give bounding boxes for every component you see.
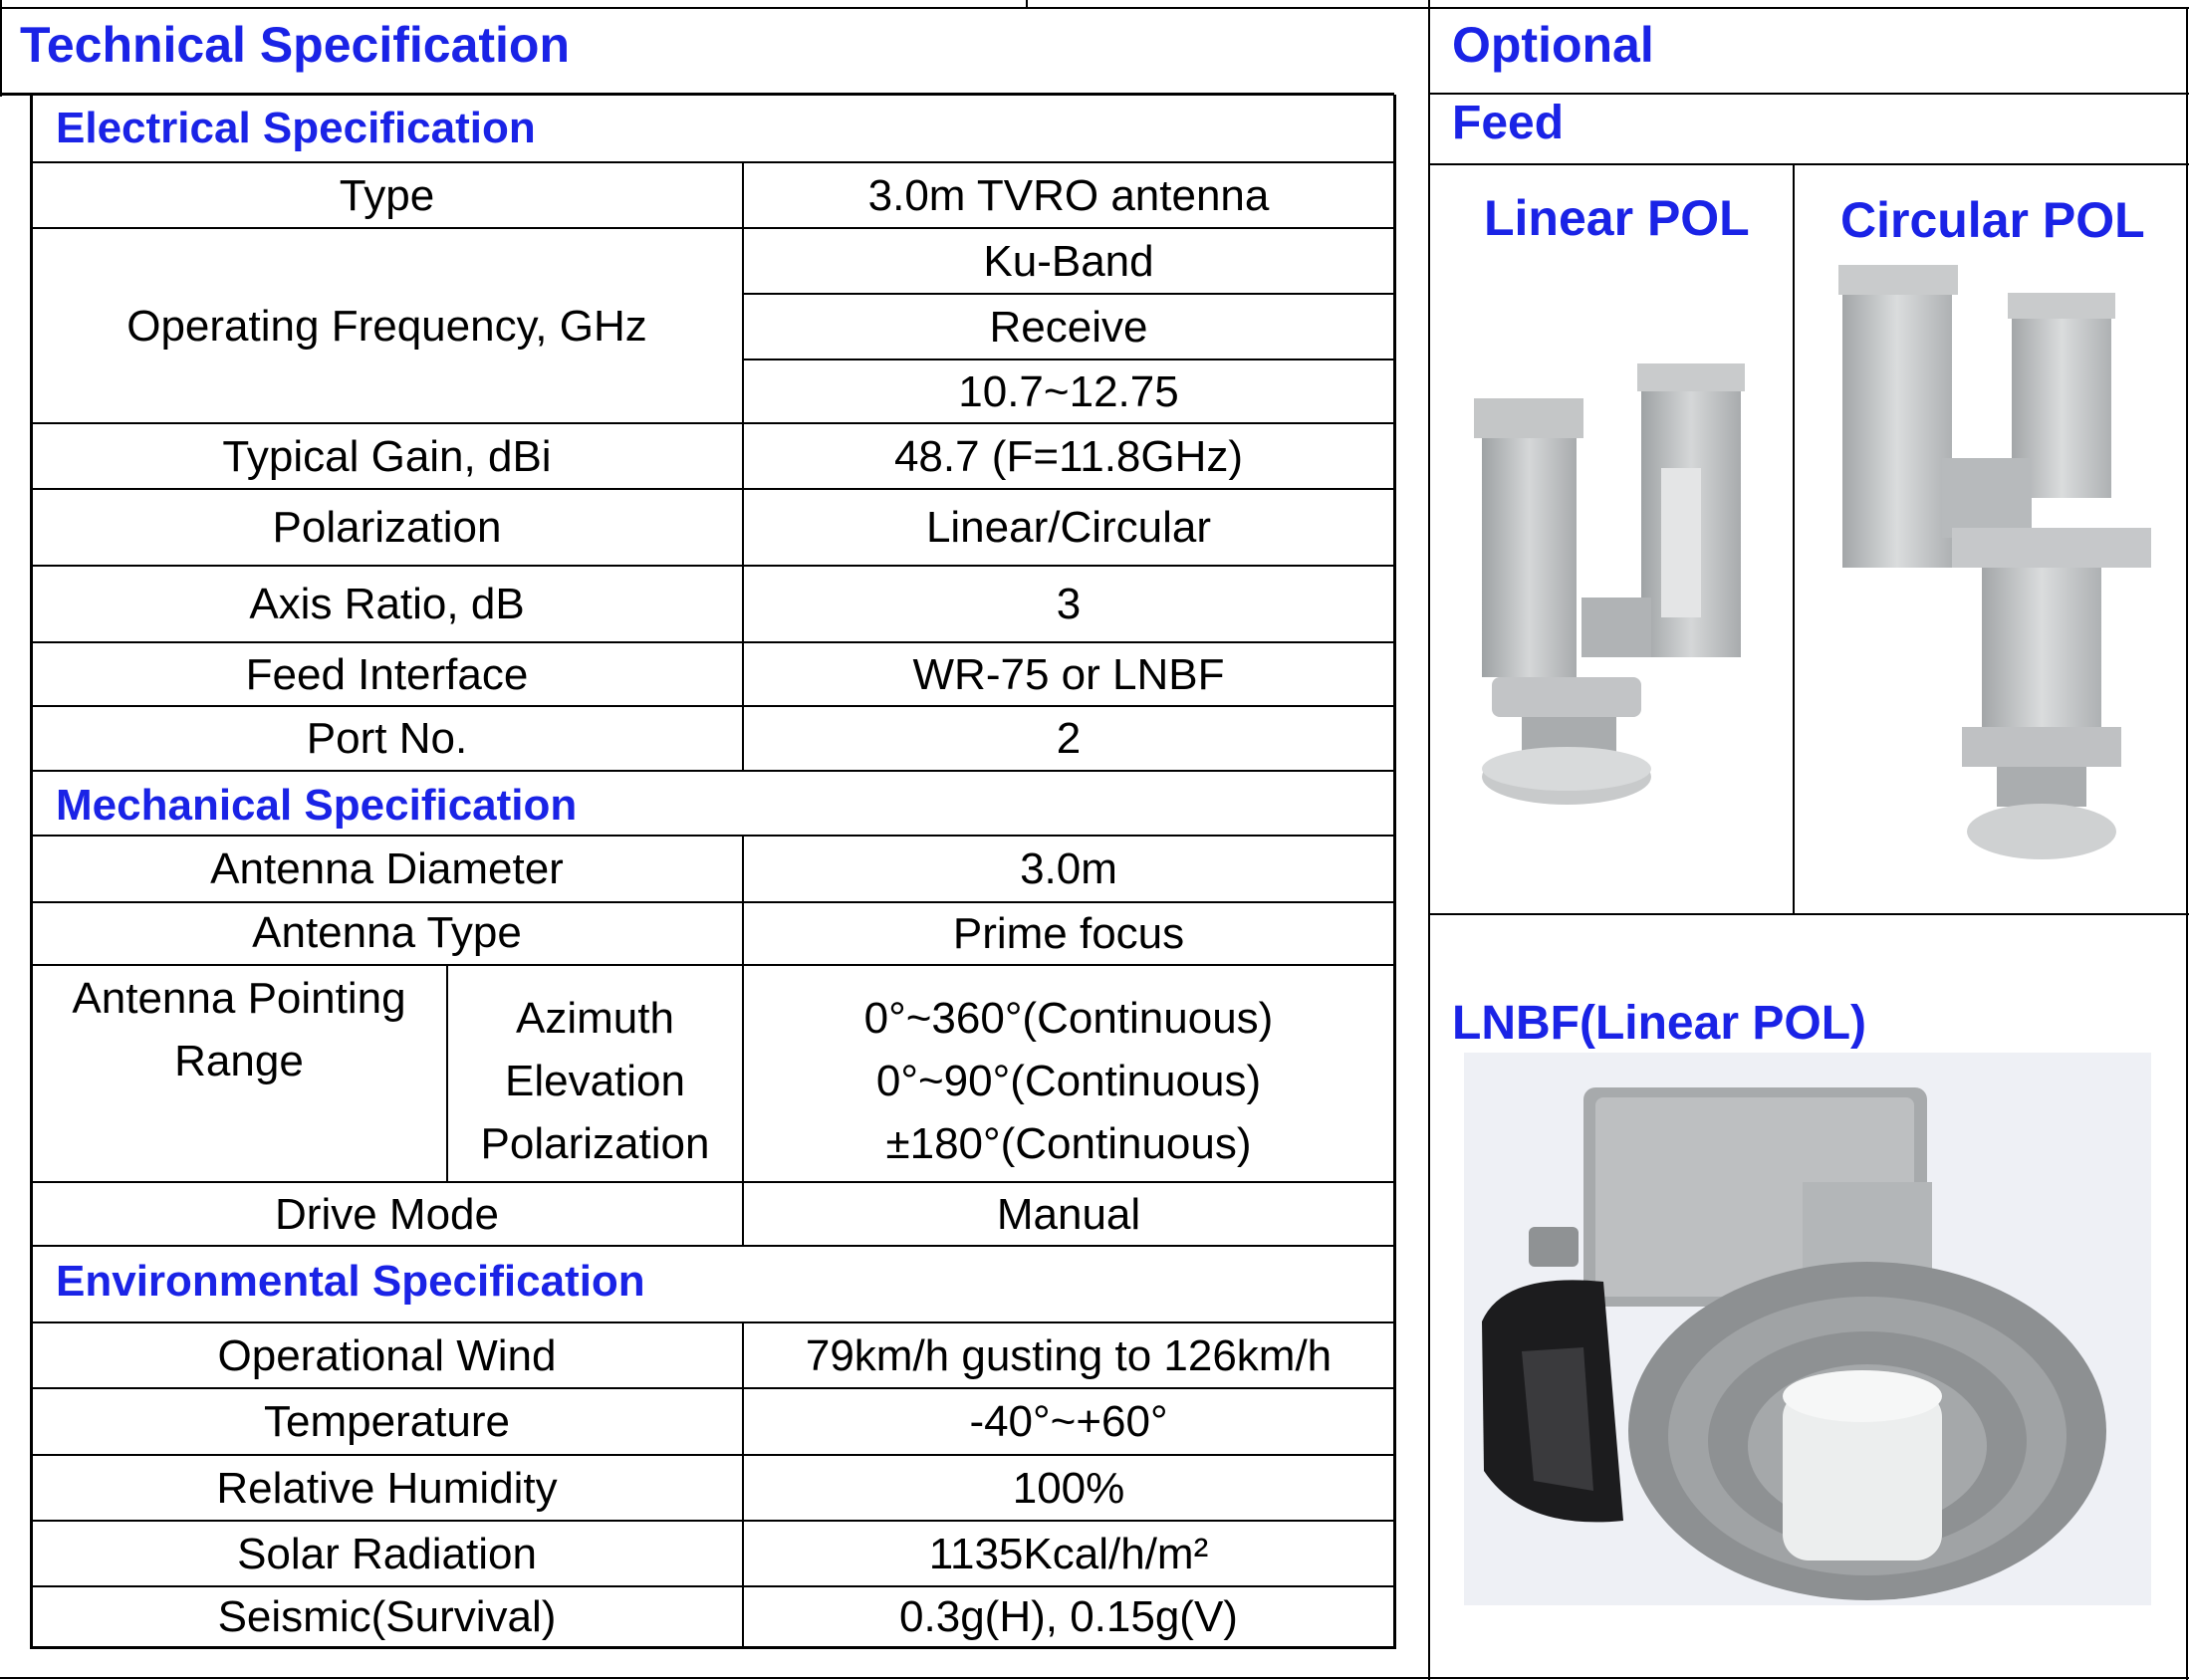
frequency-label: Operating Frequency, GHz xyxy=(126,301,647,351)
pointing-axes xyxy=(448,986,742,1175)
seismic-label: Seismic(Survival) xyxy=(217,1592,557,1641)
feed-interface-value: WR-75 or LNBF xyxy=(912,649,1225,699)
section-mechanical: Mechanical Specification xyxy=(56,781,578,830)
solar-value: 1135Kcal/h/m² xyxy=(928,1529,1209,1578)
range-polarization: ±180°(Continuous) xyxy=(885,1118,1252,1168)
temperature-label: Temperature xyxy=(263,1397,510,1446)
diameter-label: Antenna Diameter xyxy=(210,844,564,893)
axis-ratio-value: 3 xyxy=(1056,580,1082,628)
drive-mode-label: Drive Mode xyxy=(275,1189,499,1239)
type-value: 3.0m TVRO antenna xyxy=(867,170,1270,220)
feed-title: Feed xyxy=(1452,97,1565,149)
linear-pol-title: Linear POL xyxy=(1484,190,1750,246)
lnbf-feed-image xyxy=(1464,1053,2151,1605)
feed-interface-label: Feed Interface xyxy=(245,649,529,699)
axis-polarization: Polarization xyxy=(480,1118,710,1168)
wind-value: 79km/h gusting to 126km/h xyxy=(805,1330,1333,1380)
solar-label: Solar Radiation xyxy=(237,1529,537,1578)
optional-title: Optional xyxy=(1452,17,1654,73)
pointing-range-label xyxy=(32,966,446,1093)
antenna-type-label: Antenna Type xyxy=(252,908,522,957)
frequency-range: 10.7~12.75 xyxy=(958,366,1179,416)
drive-mode-value: Manual xyxy=(996,1189,1141,1239)
axis-elevation: Elevation xyxy=(504,1056,685,1105)
polarization-label: Polarization xyxy=(272,503,502,552)
port-value: 2 xyxy=(1056,714,1082,763)
axis-azimuth: Azimuth xyxy=(516,993,674,1043)
frequency-band: Ku-Band xyxy=(983,236,1154,286)
antenna-type-value: Prime focus xyxy=(952,909,1185,958)
polarization-value: Linear/Circular xyxy=(925,503,1212,552)
type-label: Type xyxy=(339,170,435,220)
pointing-range-line-1: Antenna Pointing xyxy=(72,974,406,1023)
section-environmental: Environmental Specification xyxy=(56,1257,645,1306)
port-label: Port No. xyxy=(306,714,468,763)
temperature-value: -40°~+60° xyxy=(969,1397,1168,1446)
page-title: Technical Specification xyxy=(20,17,571,73)
circular-pol-feed-image xyxy=(1832,259,2161,866)
section-electrical: Electrical Specification xyxy=(56,104,536,152)
diameter-value: 3.0m xyxy=(1020,844,1117,893)
pointing-range-line-2: Range xyxy=(174,1037,304,1085)
humidity-label: Relative Humidity xyxy=(216,1463,558,1513)
axis-ratio-label: Axis Ratio, dB xyxy=(249,580,525,628)
seismic-value: 0.3g(H), 0.15g(V) xyxy=(899,1592,1238,1641)
humidity-value: 100% xyxy=(1012,1463,1125,1513)
range-azimuth: 0°~360°(Continuous) xyxy=(863,993,1274,1043)
lnbf-title: LNBF(Linear POL) xyxy=(1452,997,1866,1050)
linear-pol-feed-image xyxy=(1462,359,1781,817)
range-elevation: 0°~90°(Continuous) xyxy=(875,1056,1262,1105)
gain-label: Typical Gain, dBi xyxy=(222,431,552,481)
frequency-mode: Receive xyxy=(989,302,1148,352)
wind-label: Operational Wind xyxy=(217,1330,557,1380)
circular-pol-title: Circular POL xyxy=(1840,192,2145,248)
gain-value: 48.7 (F=11.8GHz) xyxy=(893,431,1244,481)
pointing-ranges xyxy=(744,986,1393,1175)
